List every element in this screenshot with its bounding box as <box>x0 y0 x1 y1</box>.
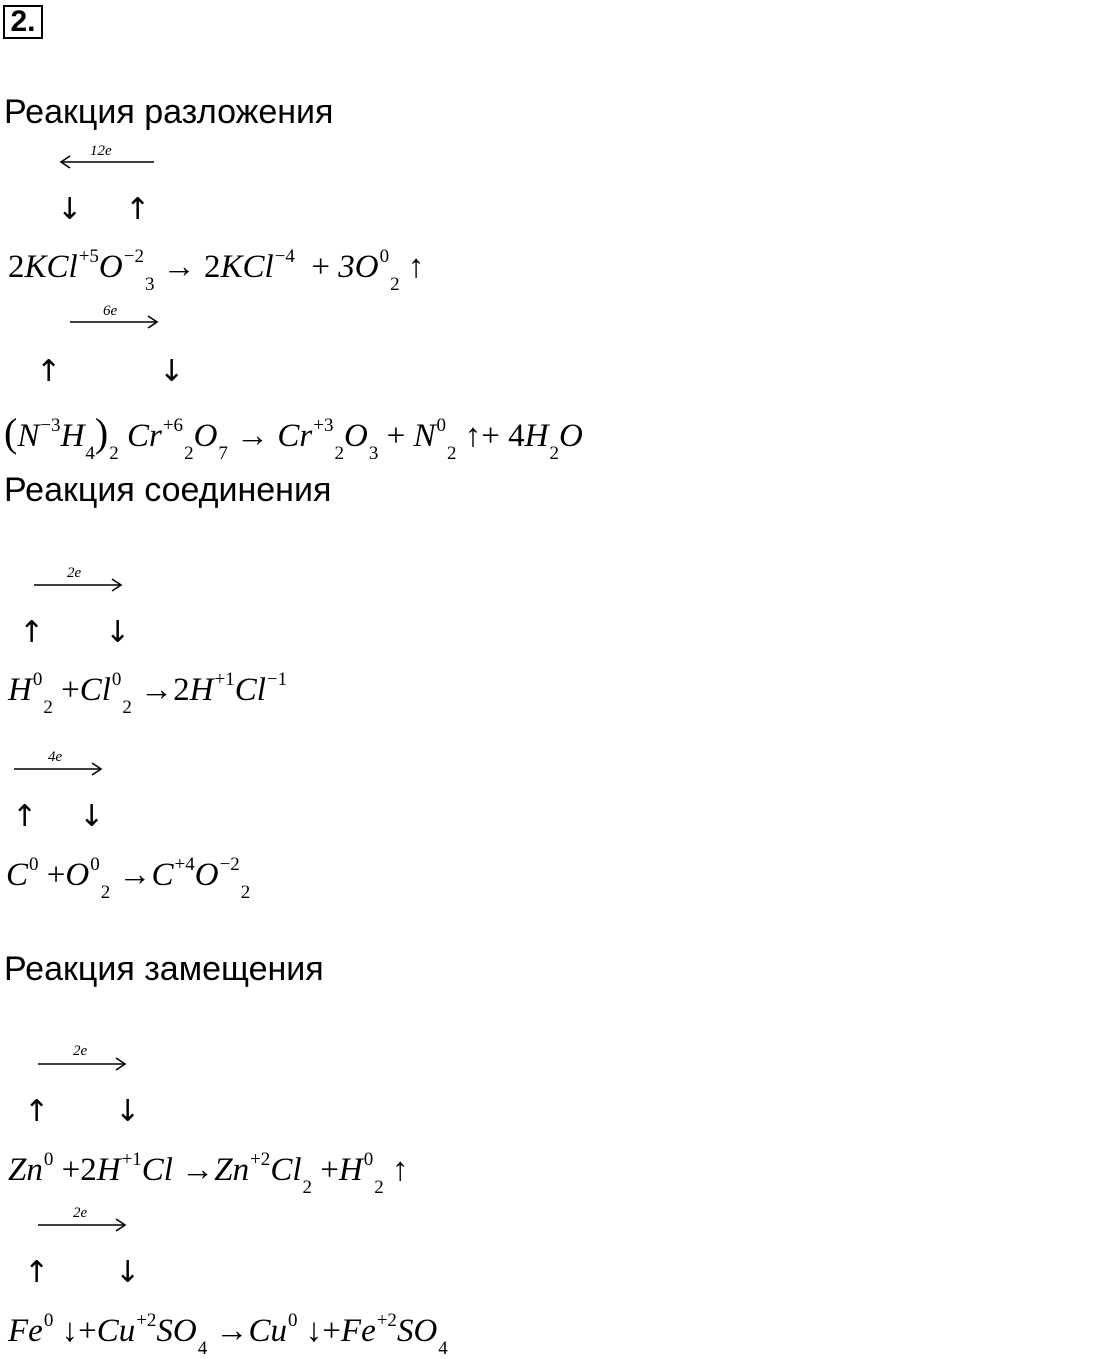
electron-label-r2: 6e <box>103 303 118 319</box>
electron-label-r1: 12e <box>90 143 112 159</box>
down-arrow-icon: ↓ <box>105 615 131 650</box>
down-arrow-icon: ↓ <box>115 1094 141 1129</box>
heading-substitution: Реакция замещения <box>4 950 324 988</box>
up-arrow-icon: ↑ <box>36 354 62 389</box>
reaction-6: Fe$^0$ $↓+Cu^{+2}SO_4 \to Cu^0$ $↓+Fe^{+2}SO_4$ <box>8 1310 448 1359</box>
down-arrow-icon: ↓ <box>115 1255 141 1290</box>
up-arrow-icon: ↑ <box>12 799 38 834</box>
reaction-1: $2KCl^{+5}O^{-2}_3 \to 2KCl^{-4} + 3O^0_2$ ↑ <box>8 246 425 295</box>
task-number: 2. <box>3 5 43 39</box>
down-arrow-icon: ↓ <box>79 799 105 834</box>
electron-label-r3: 2e <box>67 565 82 581</box>
reaction-4: $C^0 +O^0_2 \to C^{+4}O^{-2}_2$ <box>6 854 251 903</box>
up-arrow-icon: ↑ <box>24 1094 50 1129</box>
electron-label-r6: 2e <box>73 1205 88 1221</box>
down-arrow-icon: ↓ <box>57 192 83 227</box>
electron-label-r5: 2e <box>73 1043 88 1059</box>
heading-decomposition: Реакция разложения <box>4 93 334 131</box>
electron-transfer-arrow-r3 <box>34 577 124 593</box>
down-arrow-icon: ↓ <box>159 354 185 389</box>
up-arrow-icon: ↑ <box>125 192 151 227</box>
up-arrow-icon: ↑ <box>19 615 45 650</box>
electron-label-r4: 4e <box>48 749 63 765</box>
electron-transfer-arrow-r1 <box>58 154 156 170</box>
electron-transfer-arrow-r6 <box>38 1217 128 1233</box>
heading-combination: Реакция соединения <box>4 471 332 509</box>
reaction-5: $Zn^0 +2H^{+1}Cl \to Zn^{+2}Cl_2 +H^0_2$ ↑ <box>8 1149 409 1198</box>
electron-transfer-arrow-r5 <box>38 1056 128 1072</box>
electron-transfer-arrow-r4 <box>14 761 104 777</box>
reaction-2: $(N^{-3}H_4)_2$ $Cr^{+6}_2O_7 \to Cr^{+3}_2O_3 + N^0_2$ ↑+ $4H_2O$ <box>4 410 583 464</box>
electron-transfer-arrow-r2 <box>70 314 160 330</box>
reaction-3: $H^0_2 +Cl^0_2 \to 2H^{+1}Cl^{-1}$ <box>8 669 288 718</box>
up-arrow-icon: ↑ <box>24 1255 50 1290</box>
